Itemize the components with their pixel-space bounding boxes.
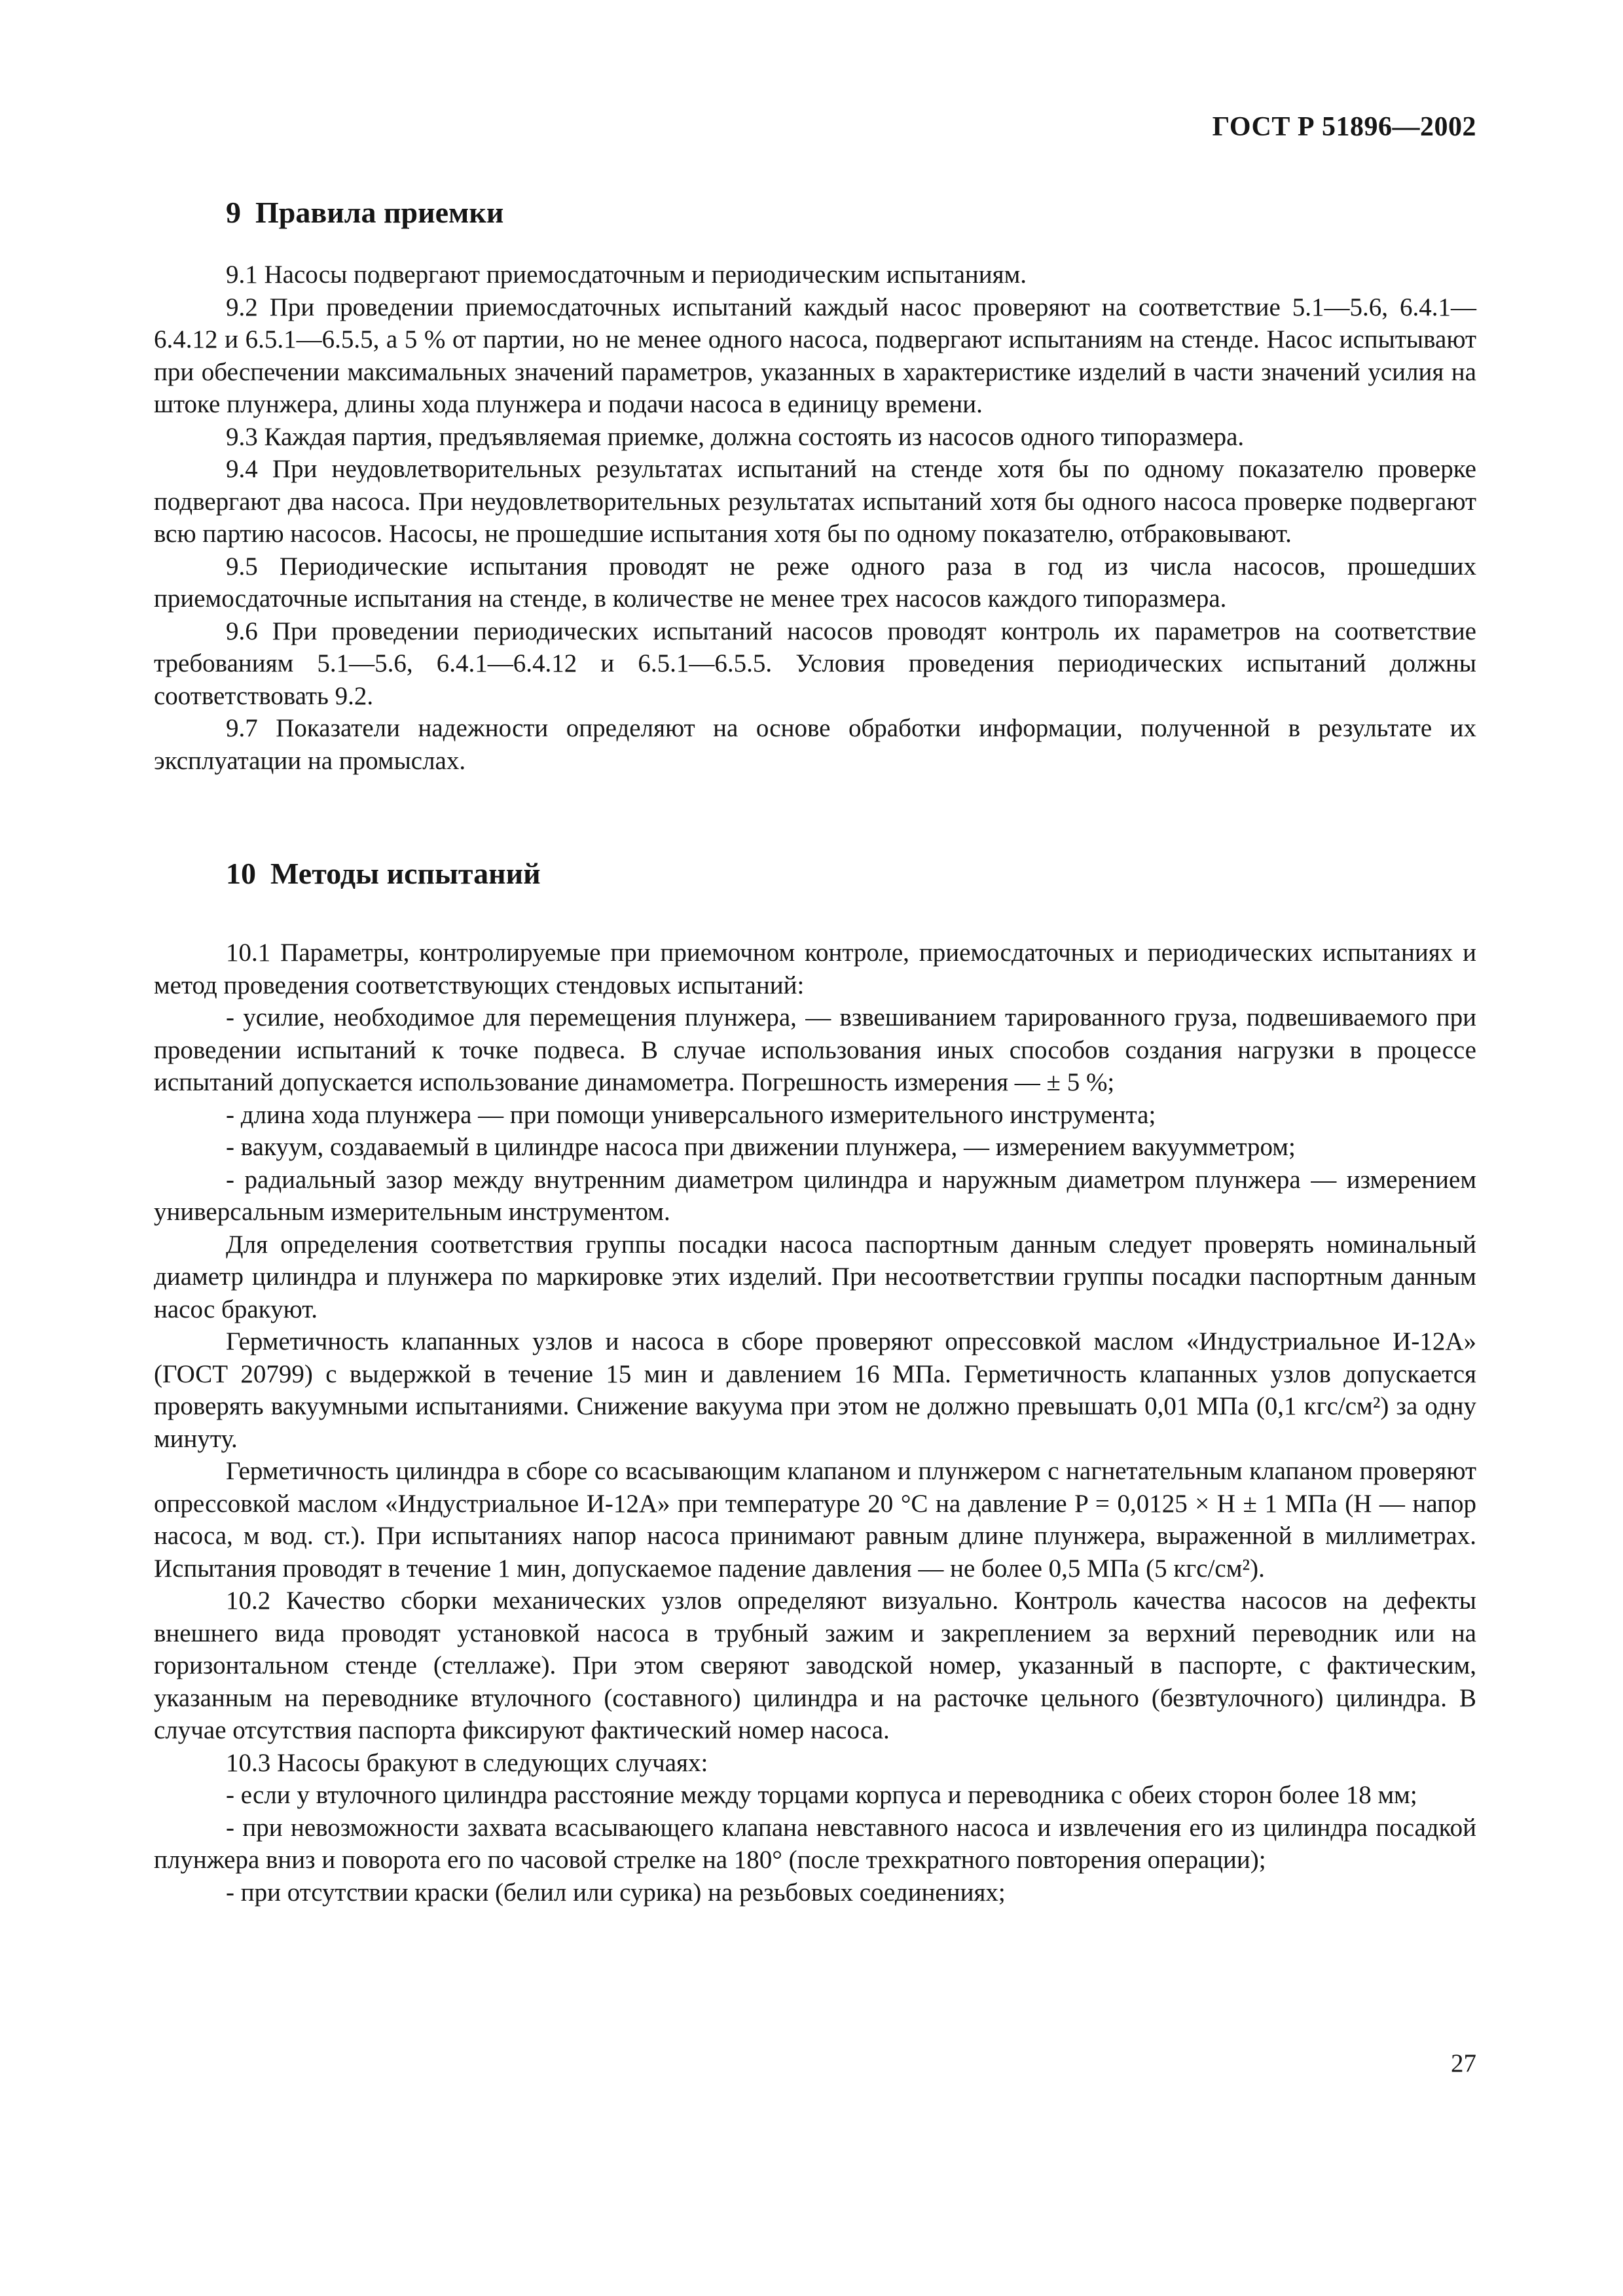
list-item-vacuum: - вакуум, создаваемый в цилиндре насоса при движении плунжера, — измерением вакуумметром; [226,1133,1296,1161]
list-item-reject-2: - при невозможности захвата всасывающего клапана невставного насоса и извлечения его из цилиндра посадкой плунжера вниз и поворота его по часовой стрелке на 180° (после трехкратного повторения операции); [154,1813,1476,1874]
paragraph-10-1: 10.1 Параметры, контролируемые при приемочном контроле, приемосдаточных и периодических испытаниях и метод проведения соответствующих стендовых испытаний: [154,939,1476,999]
paragraph-9-7: 9.7 Показатели надежности определяют на основе обработки информации, полученной в результате их эксплуатации на промыслах. [154,714,1476,775]
section-title: Методы испытаний [270,857,541,890]
section-heading-9 [154,187,1476,239]
list-item-reject-3: - при отсутствии краски (белил или сурика) на резьбовых соединениях; [226,1878,1006,1907]
list-item-stroke: - длина хода плунжера — при помощи универсального измерительного инструмента; [226,1100,1156,1129]
section-number: 9 [226,196,241,229]
paragraph-9-1: 9.1 Насосы подвергают приемосдаточным и периодическим испытаниям. [226,260,1027,289]
paragraph-9-2: 9.2 При проведении приемосдаточных испытаний каждый насос проверяют на соответствие 5.1—5.6, 6.4.1—6.4.12 и 6.5.1—6.5.5, а 5 % от партии, но не менее одного насоса, подвергают испытаниям на стенде. Насос испытывают при обеспечении максимальных значений параметров, указанных в характеристике изделий в части значений усилия на штоке плунжера, длины хода плунжера и подачи насоса в единицу времени. [154,293,1476,418]
paragraph-9-4: 9.4 При неудовлетворительных результатах испытаний на стенде хотя бы по одному показателю проверке подвергают два насоса. При неудовлетворительных результатах испытаний хотя бы одного насоса проверке подвергают всю партию насосов. Насосы, не прошедшие испытания хотя бы по одному показателю, отбраковывают. [154,455,1476,548]
paragraph-10-3: 10.3 Насосы бракуют в следующих случаях: [226,1748,708,1777]
paragraph-9-6: 9.6 При проведении периодических испытаний насосов проводят контроль их параметров на соответствие требованиям 5.1—5.6, 6.4.1—6.4.12 и 6.5.1—6.5.5. Условия проведения периодических испытаний должны соответствовать 9.2. [154,617,1476,710]
paragraph-9-5: 9.5 Периодические испытания проводят не реже одного раза в год из числа насосов, прошедших приемосдаточные испытания на стенде, в количестве не менее трех насосов каждого типоразмера. [154,552,1476,613]
section-number: 10 [226,857,256,890]
paragraph-valve-tightness: Герметичность клапанных узлов и насоса в сборе проверяют опрессовкой маслом «Индустриальное И-12А» (ГОСТ 20799) с выдержкой в течение 15 мин и давлением 16 МПа. Герметичность клапанных узлов допускается проверять вакуумными испытаниями. Снижение вакуума при этом не должно превышать 0,01 МПа (0,1 кгс/см²) за одну минуту. [154,1327,1476,1453]
list-item-reject-1: - если у втулочного цилиндра расстояние между торцами корпуса и переводника с обеих сторон более 18 мм; [226,1781,1417,1809]
standard-header: ГОСТ Р 51896—2002 [1212,112,1476,142]
section-title: Правила приемки [255,196,504,229]
paragraph-10-2: 10.2 Качество сборки механических узлов определяют визуально. Контроль качества насосов на дефекты внешнего вида проводят установкой насоса в трубный зажим и закреплением за верхний переводник или на горизонтальном стенде (стеллаже). При этом сверяют заводской номер, указанный в паспорте, с фактическим, указанным на переводнике втулочного (составного) цилиндра и на расточке цельного (безвтулочного) цилиндра. В случае отсутствия паспорта фиксируют фактический номер насоса. [154,1587,1476,1744]
list-item-force: - усилие, необходимое для перемещения плунжера, — взвешиванием тарированного груза, подвешиваемого при проведении испытаний к точке подвеса. В случае использования иных способов создания нагрузки в процессе испытаний допускается использование динамометра. Погрешность измерения — ± 5 %; [154,1003,1476,1096]
section-heading-10 [154,848,1476,900]
list-item-clearance: - радиальный зазор между внутренним диаметром цилиндра и наружным диаметром плунжера — измерением универсальным измерительным инструментом. [154,1165,1476,1226]
paragraph-9-3: 9.3 Каждая партия, предъявляемая приемке, должна состоять из насосов одного типоразмера. [226,422,1245,451]
page-content [154,187,1476,1909]
paragraph-fit-group: Для определения соответствия группы посадки насоса паспортным данным следует проверять номинальный диаметр цилиндра и плунжера по маркировке этих изделий. При несоответствии группы посадки паспортным данным насос бракуют. [154,1230,1476,1323]
paragraph-cylinder-tightness: Герметичность цилиндра в сборе со всасывающим клапаном и плунжером с нагнетательным клапаном проверяют опрессовкой маслом «Индустриальное И-12А» при температуре 20 °С на давление P = 0,0125 × H ± 1 МПа (H — напор насоса, м вод. ст.). При испытаниях напор насоса принимают равным длине плунжера, выраженной в миллиметрах. Испытания проводят в течение 1 мин, допускаемое падение давления — не более 0,5 МПа (5 кгс/см²). [154,1457,1476,1583]
page-number: 27 [1451,2049,1476,2077]
